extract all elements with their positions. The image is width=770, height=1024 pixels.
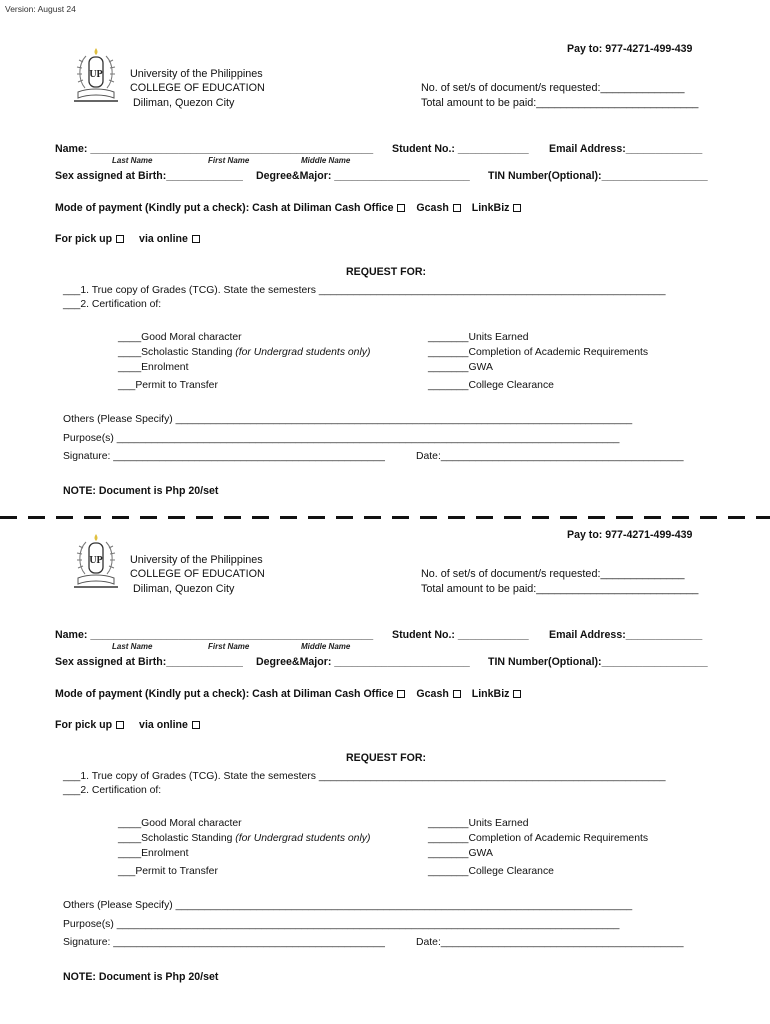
- gwa-item[interactable]: _______GWA: [428, 362, 493, 373]
- enrolment-item[interactable]: ____Enrolment: [118, 362, 189, 373]
- request-form-copy-2: [0, 486, 770, 986]
- units-item[interactable]: _______Units Earned: [428, 818, 529, 829]
- signature-field[interactable]: Signature: _______________________________________________: [63, 451, 385, 462]
- gcash-checkbox[interactable]: [453, 690, 461, 698]
- name-field[interactable]: Name: ________________________________________________: [55, 143, 374, 155]
- degree-major-field[interactable]: Degree&Major: _______________________: [256, 170, 470, 182]
- tin-field[interactable]: TIN Number(Optional):__________________: [488, 170, 708, 182]
- linkbiz-checkbox[interactable]: [513, 690, 521, 698]
- gcash-label: Gcash: [416, 202, 449, 214]
- sex-field[interactable]: Sex assigned at Birth:_____________: [55, 656, 243, 668]
- purpose-field[interactable]: Purpose(s) _______________________________________________________________________________________: [63, 919, 620, 930]
- middle-name-caption: Middle Name: [301, 642, 351, 651]
- email-field[interactable]: Email Address:_____________: [549, 143, 703, 155]
- pay-to: Pay to: 977-4271-499-439: [567, 529, 693, 541]
- pickup-label: For pick up: [55, 233, 113, 245]
- sets-requested-field[interactable]: No. of set/s of document/s requested:______________: [421, 568, 685, 580]
- university-name: University of the Philippines: [130, 68, 263, 80]
- scholastic-label: ____Scholastic Standing: [118, 347, 233, 358]
- date-field[interactable]: Date:__________________________________________: [416, 937, 684, 948]
- university-seal-logo: [72, 46, 120, 108]
- enrolment-item[interactable]: ____Enrolment: [118, 848, 189, 859]
- delivery-row: [55, 233, 200, 245]
- others-field[interactable]: Others (Please Specify) _______________________________________________________________________________: [63, 414, 633, 425]
- total-amount-label: [421, 96, 698, 111]
- scholastic-label: ____Scholastic Standing: [118, 833, 233, 844]
- request-for-heading: REQUEST FOR:: [346, 266, 427, 278]
- pickup-checkbox[interactable]: [116, 721, 124, 729]
- tin-field[interactable]: TIN Number(Optional):__________________: [488, 656, 708, 668]
- online-label: via online: [139, 719, 188, 731]
- price-note: NOTE: Document is Php 20/set: [63, 485, 219, 497]
- good-moral-item[interactable]: ____Good Moral character: [118, 332, 242, 343]
- sex-field[interactable]: Sex assigned at Birth:_____________: [55, 170, 243, 182]
- permit-item[interactable]: ___Permit to Transfer: [118, 866, 218, 877]
- first-name-caption: First Name: [208, 642, 250, 651]
- version-label: Version: August 24: [5, 4, 76, 14]
- total-amount-text: Total amount to be paid:: [421, 583, 537, 595]
- tcg-item[interactable]: ___1. True copy of Grades (TCG). State the semesters ____________________________________________________________: [63, 771, 666, 782]
- signature-field[interactable]: Signature: _______________________________________________: [63, 937, 385, 948]
- scholastic-item[interactable]: [118, 833, 370, 844]
- price-note: NOTE: Document is Php 20/set: [63, 971, 219, 983]
- cash-checkbox[interactable]: [397, 204, 405, 212]
- total-amount-field[interactable]: ___________________________: [536, 583, 699, 595]
- gcash-checkbox[interactable]: [453, 204, 461, 212]
- college-location: Diliman, Quezon City: [133, 97, 235, 109]
- tcg-item[interactable]: ___1. True copy of Grades (TCG). State the semesters ____________________________________________________________: [63, 285, 666, 296]
- payment-mode-label: Mode of payment (Kindly put a check): Cash at Diliman Cash Office: [55, 202, 394, 214]
- clearance-item[interactable]: _______College Clearance: [428, 866, 554, 877]
- degree-major-field[interactable]: Degree&Major: _______________________: [256, 656, 470, 668]
- student-no-field[interactable]: Student No.: ____________: [392, 629, 529, 641]
- payment-mode-label: Mode of payment (Kindly put a check): Cash at Diliman Cash Office: [55, 688, 394, 700]
- linkbiz-label: LinkBiz: [471, 688, 510, 700]
- total-amount-text: Total amount to be paid:: [421, 97, 537, 109]
- pickup-label: For pick up: [55, 719, 113, 731]
- others-field[interactable]: Others (Please Specify) _______________________________________________________________________________: [63, 900, 633, 911]
- clearance-item[interactable]: _______College Clearance: [428, 380, 554, 391]
- scholastic-item[interactable]: [118, 347, 370, 358]
- sets-requested-field[interactable]: No. of set/s of document/s requested:______________: [421, 82, 685, 94]
- permit-item[interactable]: ___Permit to Transfer: [118, 380, 218, 391]
- last-name-caption: Last Name: [112, 156, 153, 165]
- certification-item[interactable]: ___2. Certification of:: [63, 299, 162, 310]
- middle-name-caption: Middle Name: [301, 156, 351, 165]
- good-moral-item[interactable]: ____Good Moral character: [118, 818, 242, 829]
- college-name: COLLEGE OF EDUCATION: [130, 568, 265, 580]
- gcash-label: Gcash: [416, 688, 449, 700]
- logo-monogram: UP: [89, 555, 103, 566]
- payment-mode-row: [55, 202, 521, 214]
- request-for-heading: REQUEST FOR:: [346, 752, 427, 764]
- email-field[interactable]: Email Address:_____________: [549, 629, 703, 641]
- university-seal-logo: [72, 532, 120, 594]
- college-name: COLLEGE OF EDUCATION: [130, 82, 265, 94]
- first-name-caption: First Name: [208, 156, 250, 165]
- total-amount-field[interactable]: ___________________________: [536, 97, 699, 109]
- completion-item[interactable]: _______Completion of Academic Requirements: [428, 347, 649, 358]
- date-field[interactable]: Date:__________________________________________: [416, 451, 684, 462]
- online-checkbox[interactable]: [192, 721, 200, 729]
- scholastic-note: (for Undergrad students only): [235, 833, 371, 844]
- online-checkbox[interactable]: [192, 235, 200, 243]
- student-no-field[interactable]: Student No.: ____________: [392, 143, 529, 155]
- units-item[interactable]: _______Units Earned: [428, 332, 529, 343]
- university-name: University of the Philippines: [130, 554, 263, 566]
- pay-to: Pay to: 977-4271-499-439: [567, 43, 693, 55]
- cash-checkbox[interactable]: [397, 690, 405, 698]
- completion-item[interactable]: _______Completion of Academic Requirements: [428, 833, 649, 844]
- college-location: Diliman, Quezon City: [133, 583, 235, 595]
- purpose-field[interactable]: Purpose(s) _______________________________________________________________________________________: [63, 433, 620, 444]
- delivery-row: [55, 719, 200, 731]
- total-amount-label: [421, 582, 698, 597]
- logo-monogram: UP: [89, 69, 103, 80]
- online-label: via online: [139, 233, 188, 245]
- linkbiz-label: LinkBiz: [471, 202, 510, 214]
- gwa-item[interactable]: _______GWA: [428, 848, 493, 859]
- certification-item[interactable]: ___2. Certification of:: [63, 785, 162, 796]
- last-name-caption: Last Name: [112, 642, 153, 651]
- payment-mode-row: [55, 688, 521, 700]
- request-form-copy-1: [0, 0, 770, 500]
- pickup-checkbox[interactable]: [116, 235, 124, 243]
- name-field[interactable]: Name: ________________________________________________: [55, 629, 374, 641]
- scholastic-note: (for Undergrad students only): [235, 347, 371, 358]
- linkbiz-checkbox[interactable]: [513, 204, 521, 212]
